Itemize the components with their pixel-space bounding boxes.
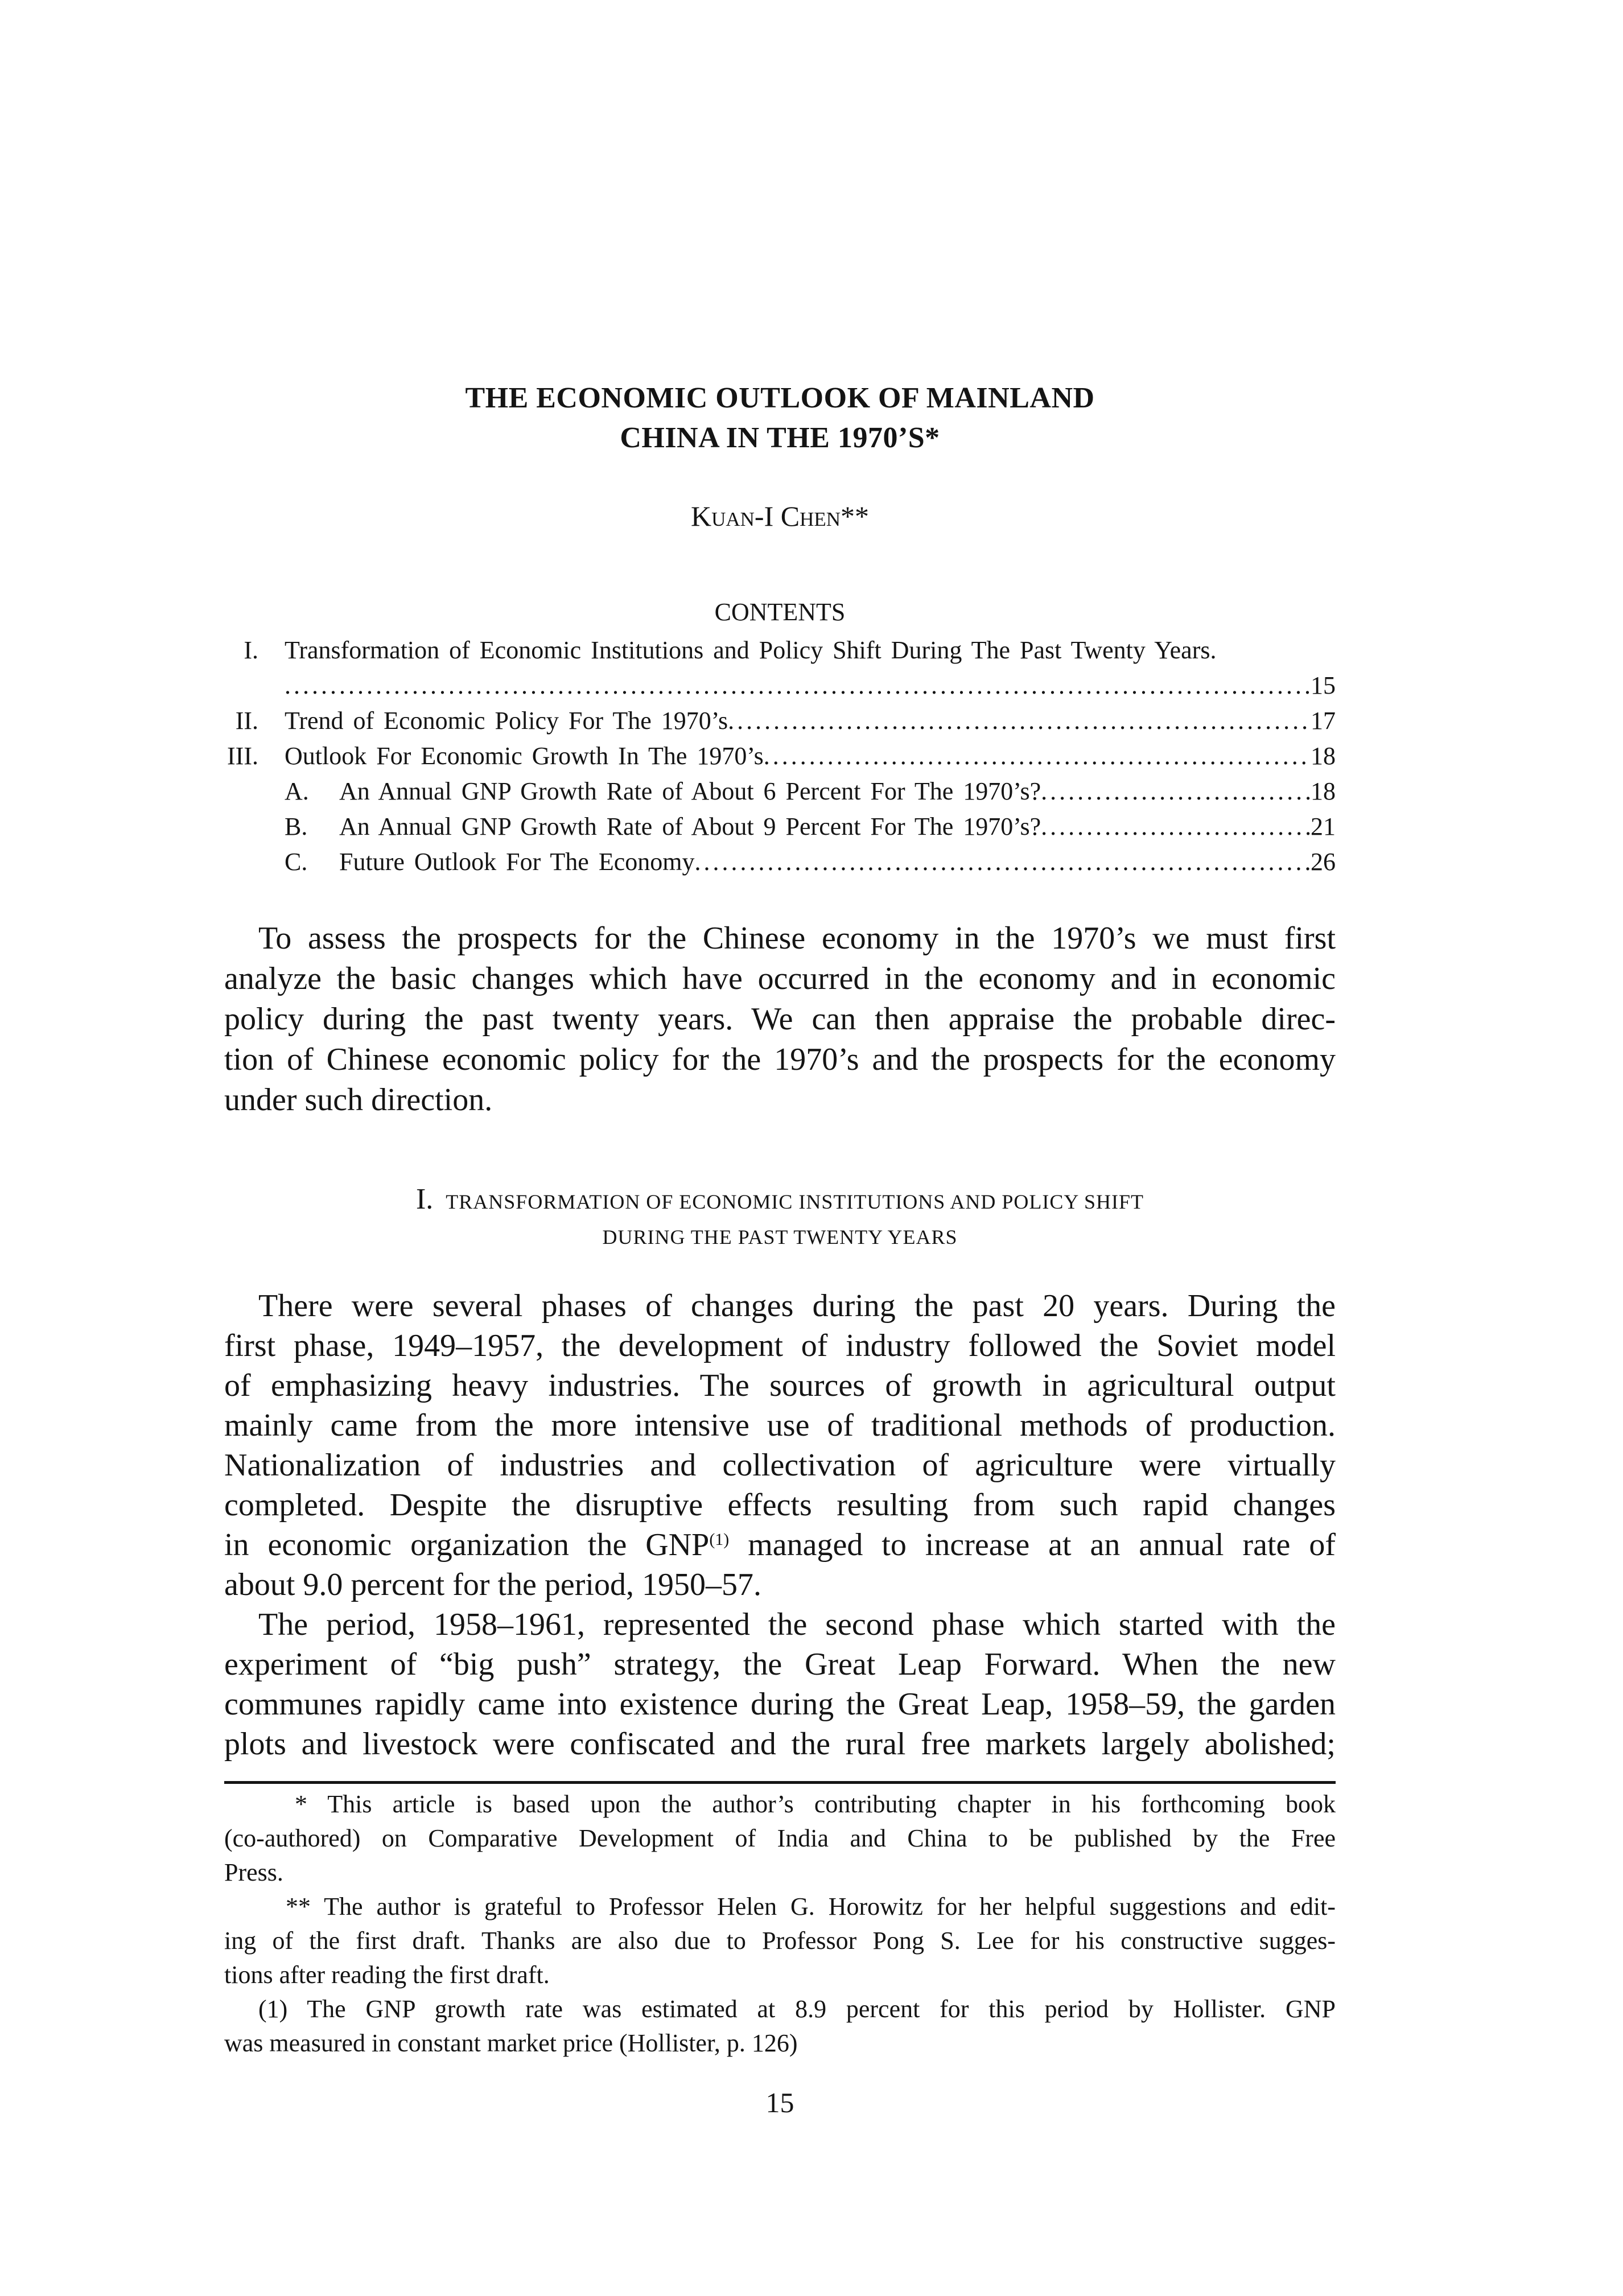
- toc-entry[interactable]: [224, 774, 1336, 809]
- article-title: [224, 378, 1336, 458]
- toc-label: An Annual GNP Growth Rate of About 9 Percent For The 1970’s?: [339, 813, 1041, 840]
- title-line-2: CHINA IN THE 1970’S*: [620, 422, 940, 454]
- toc-label: An Annual GNP Growth Rate of About 6 Percent For The 1970’s?: [339, 777, 1041, 805]
- section-title-line-1: TRANSFORMATION OF ECONOMIC INSTITUTIONS AND POLICY SHIFT: [446, 1190, 1144, 1213]
- toc-entry[interactable]: [224, 739, 1336, 774]
- toc-page: 26: [1311, 848, 1336, 876]
- footnote-reference[interactable]: (1): [709, 1530, 730, 1549]
- section-number: I.: [415, 1183, 434, 1215]
- text-line: about 9.0 percent for the period, 1950–57.: [224, 1567, 761, 1602]
- table-of-contents: [224, 633, 1336, 880]
- text-line: mainly came from the more intensive use of traditional methods of production.: [224, 1408, 1336, 1443]
- toc-number: III.: [227, 742, 258, 770]
- section-title-line-2: DURING THE PAST TWENTY YEARS: [602, 1226, 958, 1248]
- footnotes: [224, 1787, 1336, 2060]
- footnote-line: Press.: [224, 1858, 283, 1886]
- toc-label: Trend of Economic Policy For The 1970’s: [285, 707, 728, 735]
- footnote-divider: [224, 1781, 1336, 1784]
- footnote-line: was measured in constant market price (Hollister, p. 126): [224, 2029, 798, 2057]
- contents-heading: CONTENTS: [714, 598, 846, 626]
- text-line: first phase, 1949–1957, the development of industry followed the Soviet model: [224, 1328, 1336, 1363]
- toc-entry[interactable]: [224, 703, 1336, 739]
- text-line: [224, 1525, 1336, 1565]
- toc-page: 15: [1311, 671, 1336, 699]
- toc-label: Transformation of Economic Institutions and Policy Shift During The Past Twenty Years.: [285, 636, 1217, 664]
- toc-page: 18: [1311, 777, 1336, 805]
- text-line: of emphasizing heavy industries. The sources of growth in agricultural output: [224, 1368, 1336, 1403]
- text-line: To assess the prospects for the Chinese economy in the 1970’s we must first: [258, 921, 1336, 956]
- toc-number: I.: [244, 636, 258, 664]
- toc-entry[interactable]: [224, 809, 1336, 844]
- toc-number: B.: [285, 813, 308, 840]
- toc-label: Outlook For Economic Growth In The 1970’s: [285, 742, 764, 770]
- dot-leader: [1041, 774, 1311, 809]
- body-text: [224, 1286, 1336, 1764]
- footnote-line: * This article is based upon the author’s contributing chapter in his forthcoming book: [295, 1790, 1336, 1818]
- dot-leader: [728, 703, 1311, 739]
- text-line: completed. Despite the disruptive effects resulting from such rapid changes: [224, 1487, 1336, 1523]
- text-line: experiment of “big push” strategy, the Great Leap Forward. When the new: [224, 1647, 1336, 1682]
- author-name: Kuan-I Chen**: [690, 500, 870, 532]
- footnote-line: (1) The GNP growth rate was estimated at 8.9 percent for this period by Hollister. GNP: [258, 1995, 1336, 2023]
- toc-number: C.: [285, 848, 308, 876]
- text-fragment: managed to increase at an annual rate of: [729, 1527, 1336, 1563]
- text-line: There were several phases of changes during the past 20 years. During the: [258, 1288, 1336, 1324]
- text-line: policy during the past twenty years. We can then appraise the probable direc-: [224, 1001, 1336, 1037]
- dot-leader: [764, 739, 1311, 774]
- intro-paragraph: [224, 918, 1336, 1120]
- footnote-line: ** The author is grateful to Professor Helen G. Horowitz for her helpful suggestions and edit-: [286, 1893, 1336, 1920]
- section-heading: [224, 1179, 1336, 1254]
- title-line-1: THE ECONOMIC OUTLOOK OF MAINLAND: [465, 382, 1095, 414]
- dot-leader: [1041, 809, 1311, 844]
- footnote-line: (co-authored) on Comparative Development of India and China to be published by the Free: [224, 1824, 1336, 1852]
- text-line: The period, 1958–1961, represented the second phase which started with the: [258, 1607, 1336, 1642]
- text-line: under such direction.: [224, 1082, 493, 1118]
- toc-page: 17: [1311, 707, 1336, 735]
- page-number: 15: [765, 2087, 794, 2118]
- text-line: analyze the basic changes which have occurred in the economy and in economic: [224, 961, 1336, 996]
- toc-number: A.: [285, 777, 309, 805]
- toc-page: 21: [1311, 813, 1336, 840]
- toc-entry[interactable]: [224, 633, 1336, 668]
- text-line: communes rapidly came into existence during the Great Leap, 1958–59, the garden: [224, 1687, 1336, 1722]
- dot-leader: [694, 844, 1311, 880]
- toc-page: 18: [1311, 742, 1336, 770]
- footnote-line: ing of the first draft. Thanks are also due to Professor Pong S. Lee for his constructive sugges-: [224, 1927, 1336, 1955]
- dot-leader: [285, 668, 1311, 703]
- toc-label: Future Outlook For The Economy: [339, 848, 695, 876]
- text-fragment: in economic organization the GNP: [224, 1527, 710, 1563]
- toc-number: II.: [235, 707, 258, 735]
- text-line: Nationalization of industries and collectivation of agriculture were virtually: [224, 1448, 1336, 1483]
- toc-entry[interactable]: [224, 844, 1336, 880]
- footnote-line: tions after reading the first draft.: [224, 1961, 550, 1989]
- text-line: plots and livestock were confiscated and the rural free markets largely abolished;: [224, 1726, 1336, 1762]
- text-line: tion of Chinese economic policy for the 1970’s and the prospects for the economy: [224, 1042, 1336, 1077]
- toc-entry-leader[interactable]: [224, 668, 1336, 703]
